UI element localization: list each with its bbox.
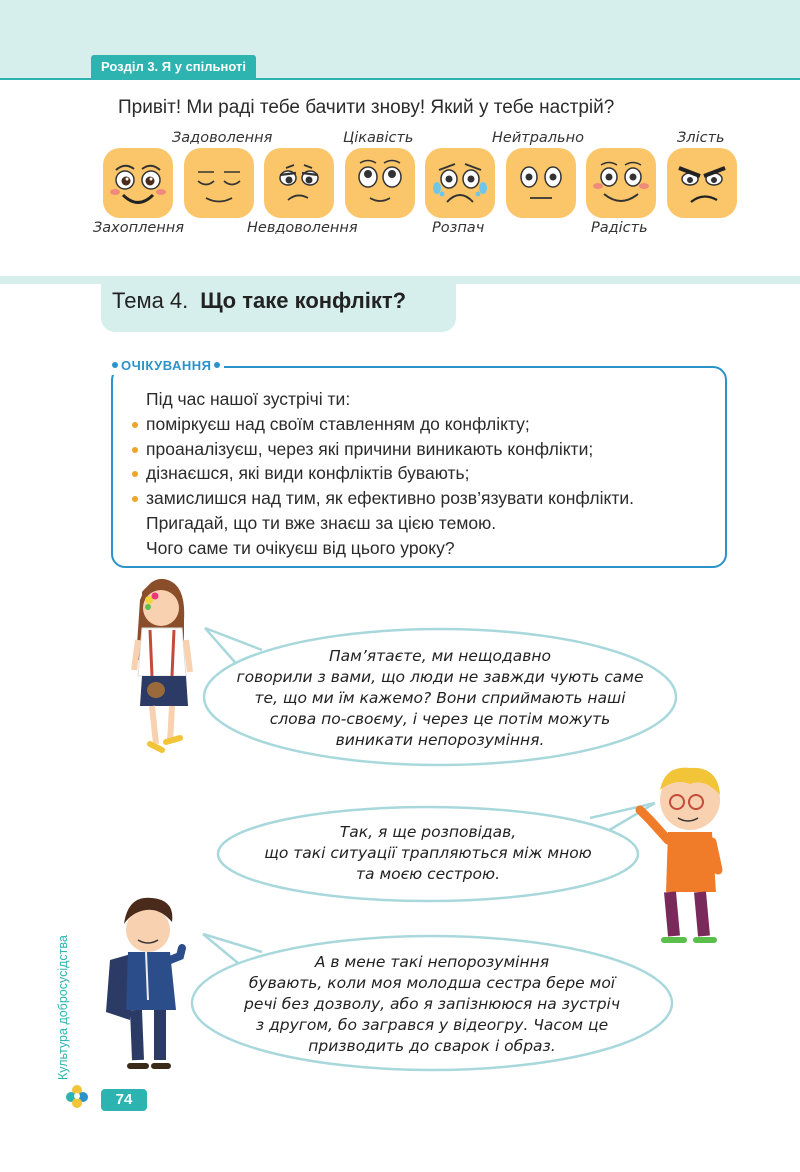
- speech-line: те, що ми їм кажемо? Вони сприймають наші: [254, 689, 626, 707]
- expectations-outro-2: Чого саме ти очікуєш від цього уроку?: [146, 537, 455, 558]
- emotion-label-delight: Захоплення: [93, 220, 184, 236]
- speech-line: А в мене такі непорозуміння: [314, 953, 550, 971]
- speech-line: з другом, бо загрався у відеогру. Часом це: [255, 1016, 609, 1034]
- emotion-label-anger: Злість: [677, 130, 725, 146]
- expectations-intro: Під час нашої зустрічі ти:: [146, 389, 351, 409]
- speech-line: речі без дозволу, або я запізнююся на зустріч: [244, 995, 620, 1013]
- emotion-label-satisfied: Задоволення: [172, 130, 273, 146]
- side-running-title-text: Культура добросусідства: [56, 935, 70, 1080]
- side-running-title: [56, 890, 76, 1080]
- list-item-text: дізнаєшся, які види конфліктів бувають;: [146, 463, 470, 484]
- list-item-text: проаналізуєш, через які причини виникають конфлікти;: [146, 438, 594, 459]
- speech-line: говорили з вами, що люди не завжди чують саме: [236, 668, 644, 686]
- emotion-label-joy: Радість: [591, 220, 648, 236]
- speech-line: виникати непорозуміння.: [335, 731, 545, 749]
- boy-with-backpack-character: [106, 898, 182, 1066]
- girl-speech-text: [205, 646, 675, 751]
- speech-line: що такі ситуації трапляються між мною: [264, 844, 592, 862]
- speech-line: бувають, коли моя молодша сестра бере мої: [248, 974, 616, 992]
- speech-line: та моєю сестрою.: [355, 865, 501, 883]
- speech-line: слова по-своєму, і через це потім можуть: [269, 710, 611, 728]
- list-item-text: замислишся над тим, як ефективно розв’язувати конфлікти.: [146, 488, 635, 509]
- page-number: 74: [101, 1089, 147, 1111]
- boy-glasses-speech-text: [218, 822, 638, 885]
- topic-title: Що таке конфлікт?: [200, 288, 407, 313]
- speech-line: Пам’ятаєте, ми нещодавно: [329, 647, 551, 665]
- boy-with-glasses-character: [640, 768, 720, 940]
- emotion-label-displeased: Невдоволення: [247, 220, 358, 236]
- speech-line: призводить до сварок і образ.: [308, 1037, 556, 1055]
- girl-character: [134, 579, 190, 750]
- emotion-label-curious: Цікавість: [343, 130, 414, 146]
- expectations-outro-1: Пригадай, що ти вже знаєш за цією темою.: [146, 512, 497, 533]
- emotion-label-neutral: Нейтрально: [492, 130, 584, 146]
- topic-number: Тема 4.: [112, 288, 189, 313]
- emotion-label-despair: Розпач: [432, 220, 485, 236]
- flower-logo-icon: [64, 1083, 90, 1109]
- expectations-title: ОЧІКУВАННЯ: [121, 357, 212, 373]
- speech-line: Так, я ще розповідав,: [339, 823, 517, 841]
- list-item-text: поміркуєш над своїм ставленням до конфлікту;: [146, 413, 530, 434]
- boy-backpack-speech-text: [192, 952, 672, 1057]
- intro-question: Привіт! Ми раді тебе бачити знову! Який у тебе настрій?: [118, 97, 615, 118]
- section-tab: Розділ 3. Я у спільноті: [91, 55, 256, 79]
